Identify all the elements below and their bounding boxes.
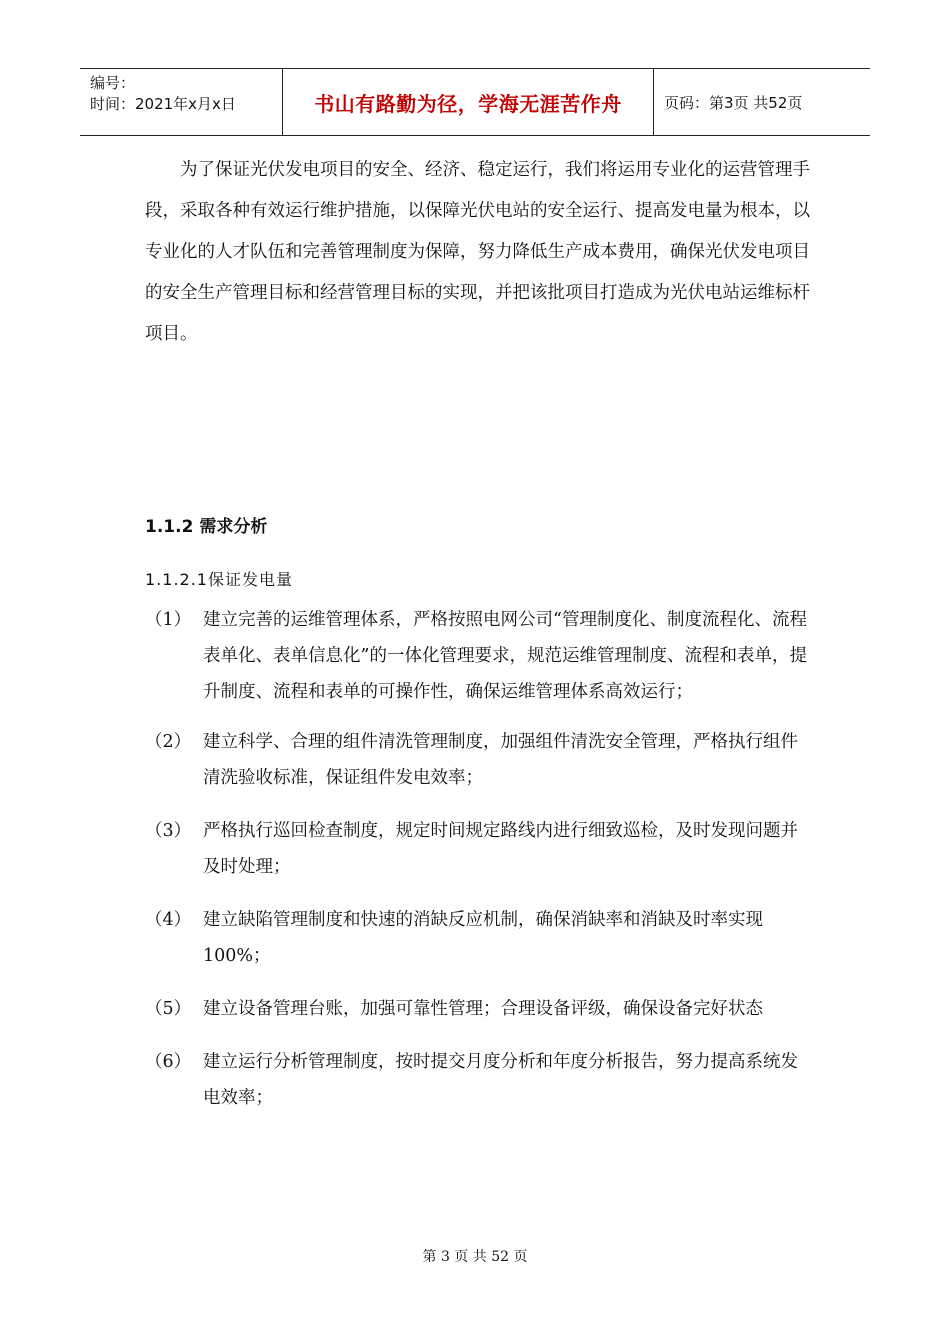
list-item xyxy=(145,813,815,885)
time-label: 时间：2021年x月x日 xyxy=(90,95,236,113)
item-number: （2） xyxy=(145,732,192,752)
list-item xyxy=(145,991,815,1027)
list-item xyxy=(145,1044,815,1116)
item-text: 建立完善的运维管理体系，严格按照电网公司“管理制度化、制度流程化、流程表单化、表单信息化”的一体化管理要求，规范运维管理制度、流程和表单，提升制度、流程和表单的可操作性，确保运维管理体系高效运行； xyxy=(203,610,807,702)
page-footer: 第 3 页 共 52 页 xyxy=(422,1249,528,1265)
item-number: （3） xyxy=(145,821,192,841)
list-item xyxy=(145,602,815,710)
section-heading: 1.1.2 需求分析 xyxy=(145,517,268,537)
header-page-info: 页码：第3页 共52页 xyxy=(664,93,803,112)
item-number: （4） xyxy=(145,910,192,930)
list-item xyxy=(145,902,815,974)
item-text: 严格执行巡回检查制度，规定时间规定路线内进行细致巡检，及时发现问题并及时处理； xyxy=(203,821,798,877)
page-header xyxy=(80,68,870,136)
subsection-heading: 1.1.2.1保证发电量 xyxy=(145,570,293,589)
number-label: 编号： xyxy=(90,74,136,92)
item-text: 建立科学、合理的组件清洗管理制度，加强组件清洗安全管理，严格执行组件清洗验收标准，保证组件发电效率； xyxy=(203,732,798,788)
header-meta xyxy=(80,69,282,135)
item-text: 建立缺陷管理制度和快速的消缺反应机制，确保消缺率和消缺及时率实现100%； xyxy=(203,910,763,966)
intro-section xyxy=(145,150,810,355)
header-motto: 书山有路勤为径，学海无涯苦作舟 xyxy=(282,69,654,135)
intro-paragraph: 为了保证光伏发电项目的安全、经济、稳定运行，我们将运用专业化的运营管理手段，采取各种有效运行维护措施，以保障光伏电站的安全运行、提高发电量为根本，以专业化的人才队伍和完善管理制度为保障，努力降低生产成本费用，确保光伏发电项目的安全生产管理目标和经营管理目标的实现，并把该批项目打造成为光伏电站运维标杆项目。 xyxy=(145,160,810,344)
item-number: （1） xyxy=(145,610,192,630)
item-number: （5） xyxy=(145,999,192,1019)
item-number: （6） xyxy=(145,1052,192,1072)
item-text: 建立设备管理台账，加强可靠性管理；合理设备评级，确保设备完好状态 xyxy=(203,999,763,1019)
item-text: 建立运行分析管理制度，按时提交月度分析和年度分析报告，努力提高系统发电效率； xyxy=(203,1052,798,1108)
list-item xyxy=(145,724,815,796)
requirements-list xyxy=(145,602,815,1116)
